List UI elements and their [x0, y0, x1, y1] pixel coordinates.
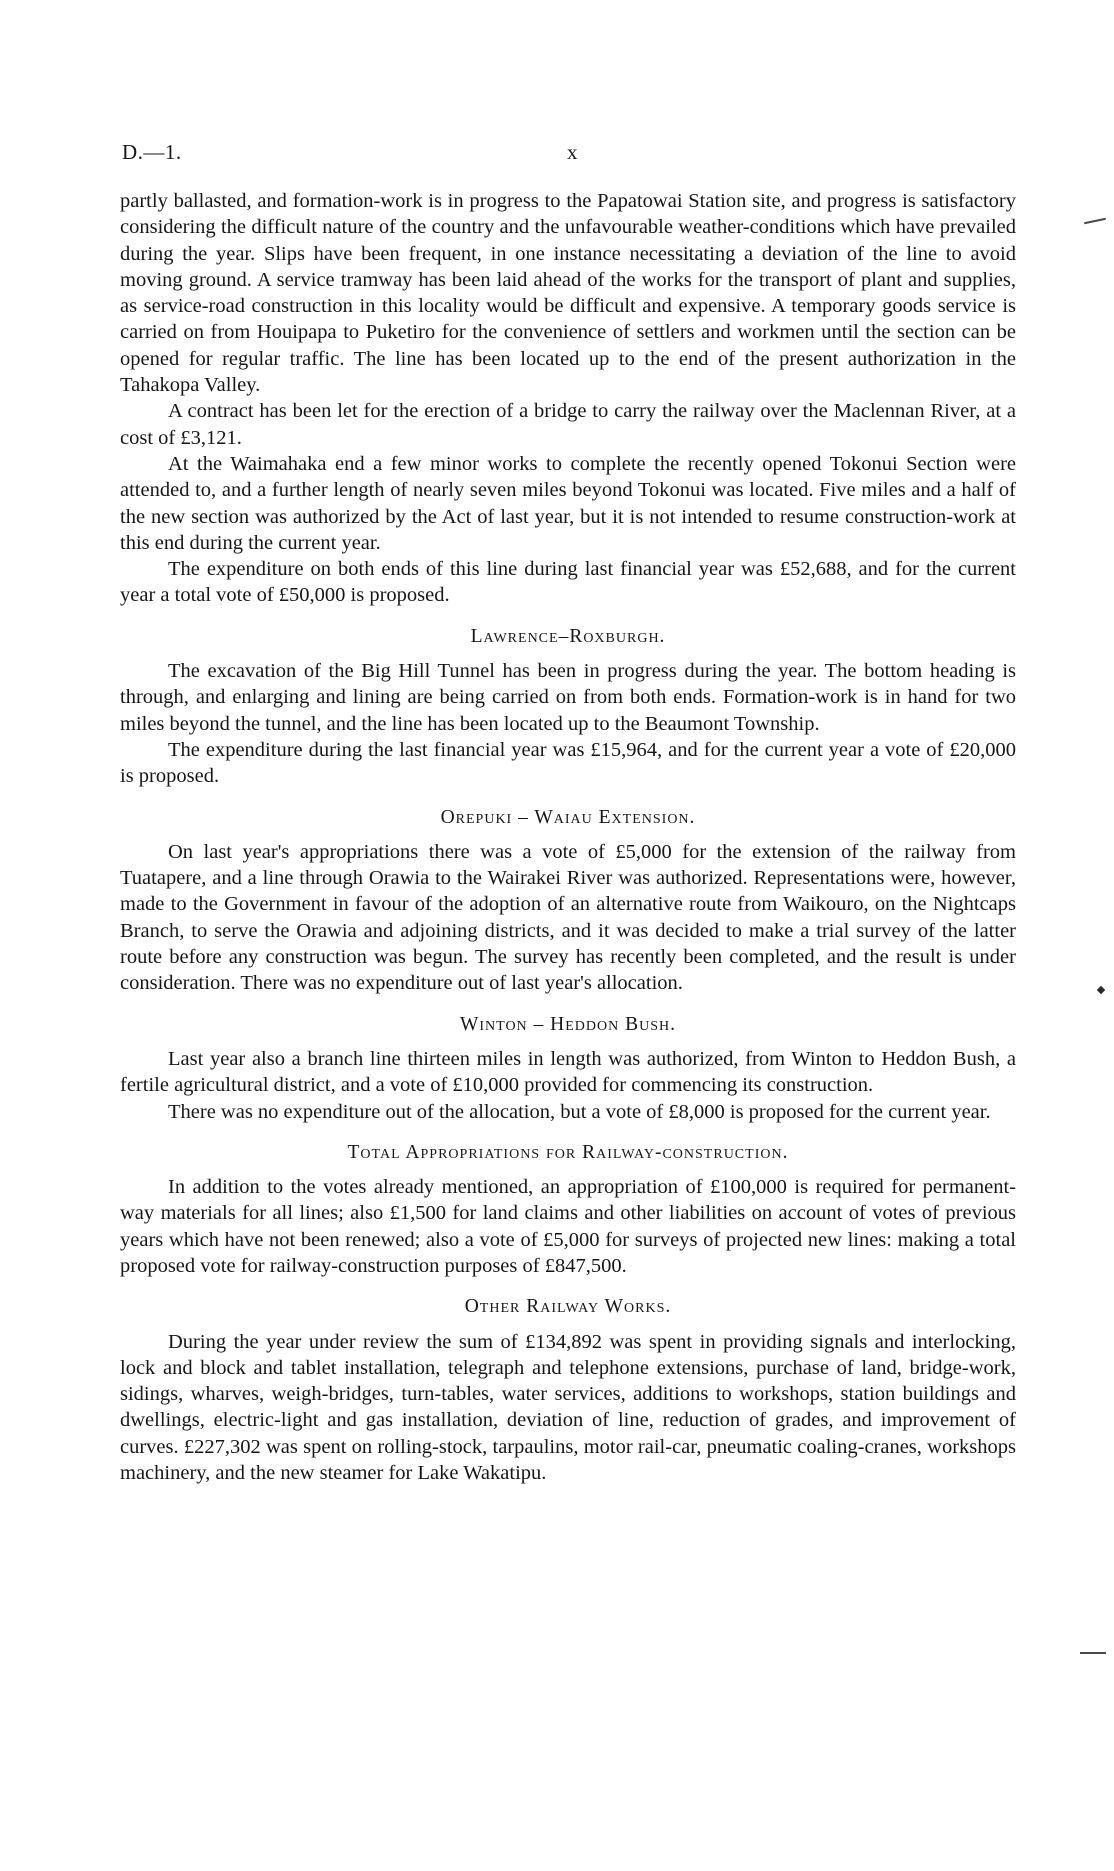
paragraph: In addition to the votes already mentioned, an appropriation of £100,000 is required for permanent-way materials for all lines; also £1,500 for land claims and other liabilities on account of votes of previous years which have not been renewed; also a vote of £5,000 for surveys of projected new lines: making a total proposed vote for railway-construction purposes of £847,500. [120, 1176, 1016, 1277]
section-heading: Orepuki – Waiau Extension. [440, 806, 696, 828]
section-heading: Total Appropriations for Railway-construction. [347, 1141, 789, 1163]
page-header [122, 140, 1012, 170]
paragraph: The excavation of the Big Hill Tunnel has been in progress during the year. The bottom heading is through, and enlarging and lining are being carried on from both ends. Formation-work is in hand for two miles beyond the tunnel, and the line has been located up to the Beaumont Township. [120, 660, 1016, 735]
paragraph: A contract has been let for the erection of a bridge to carry the railway over the Maclennan River, at a cost of £3,121. [120, 400, 1016, 449]
section-heading: Lawrence–Roxburgh. [470, 625, 666, 647]
margin-mark [1084, 218, 1106, 225]
margin-mark [1097, 986, 1105, 994]
paragraph: partly ballasted, and formation-work is in progress to the Papatowai Station site, and progress is satisfactory considering the difficult nature of the country and the unfavourable weather-conditions which have prevailed during the year. Slips have been frequent, in one instance necessitating a deviation of the line to avoid moving ground. A service tramway has been laid ahead of the works for the transport of plant and supplies, as service-road construction in this locality would be difficult and expensive. A temporary goods service is carried on from Houipapa to Puketiro for the convenience of settlers and workmen until the section can be opened for regular traffic. The line has been located up to the end of the present authorization in the Tahakopa Valley. [120, 190, 1016, 397]
paragraph: On last year's appropriations there was a vote of £5,000 for the extension of the railway from Tuatapere, and a line through Orawia to the Wairakei River was authorized. Representations were, however, made to the Government in favour of the adoption of an alternative route from Waikouro, on the Nightcaps Branch, to serve the Orawia and adjoining districts, and it was decided to make a trial survey of the latter route before any construction was begun. The survey has recently been completed, and the result is under consideration. There was no expenditure out of last year's allocation. [120, 840, 1016, 995]
margin-mark [1080, 1652, 1106, 1654]
paragraph: During the year under review the sum of £134,892 was spent in providing signals and interlocking, lock and block and tablet installation, telegraph and telephone extensions, purchase of land, bridge-work, sidings, wharves, weigh-bridges, turn-tables, water services, additions to workshops, station buildings and dwellings, electric-light and gas installation, deviation of line, reduction of grades, and improvement of curves. £227,302 was spent on rolling-stock, tarpaulins, motor rail-car, pneumatic coaling-cranes, workshops machinery, and the new steamer for Lake Wakatipu. [120, 1330, 1016, 1485]
section-heading: Winton – Heddon Bush. [459, 1013, 677, 1035]
page-number: x [567, 140, 578, 164]
paragraph: There was no expenditure out of the allocation, but a vote of £8,000 is proposed for the current year. [168, 1100, 991, 1123]
paragraph: At the Waimahaka end a few minor works to complete the recently opened Tokonui Section were attended to, and a further length of nearly seven miles beyond Tokonui was located. Five miles and a half of the new section was authorized by the Act of last year, but it is not intended to resume construction-work at this end during the current year. [120, 452, 1016, 554]
document-body [120, 188, 1016, 1486]
paragraph: The expenditure during the last financial year was £15,964, and for the current year a vote of £20,000 is proposed. [120, 738, 1016, 788]
section-heading: Other Railway Works. [464, 1296, 672, 1318]
paragraph: The expenditure on both ends of this line during last financial year was £52,688, and for the current year a total vote of £50,000 is proposed. [120, 558, 1016, 607]
paragraph: Last year also a branch line thirteen miles in length was authorized, from Winton to Heddon Bush, a fertile agricultural district, and a vote of £10,000 provided for commencing its construction. [120, 1047, 1016, 1097]
document-reference: D.—1. [122, 140, 182, 164]
